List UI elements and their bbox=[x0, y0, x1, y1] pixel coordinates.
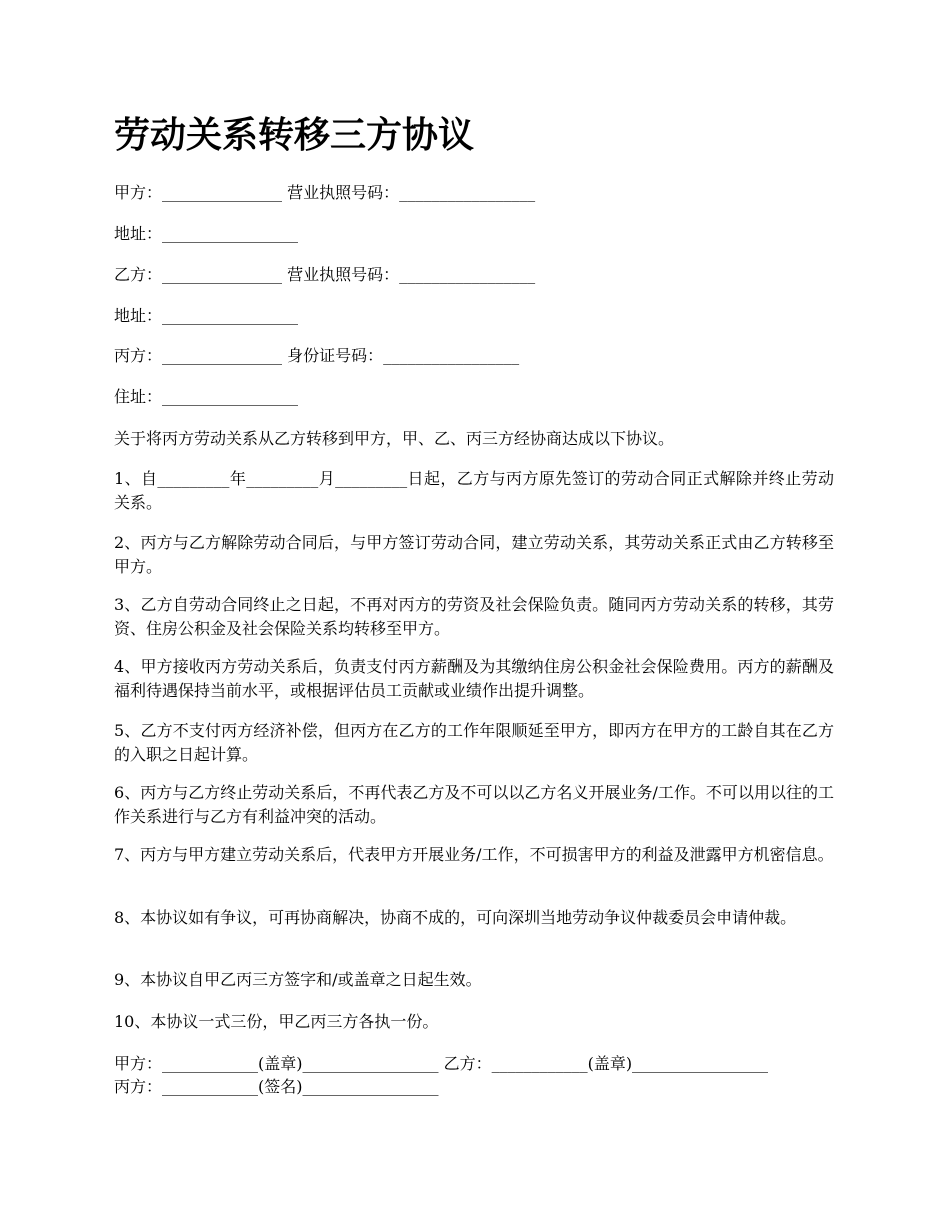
party-b-line: 乙方：_______________ 营业执照号码：_________________ bbox=[114, 265, 536, 284]
clause-8: 8、本协议如有争议，可再协商解决，协商不成的，可向深圳当地劳动争议仲裁委员会申请仲裁。 bbox=[114, 908, 797, 927]
clause-6: 6、丙方与乙方终止劳动关系后，不再代表乙方及不可以以乙方名义开展业务/工作。不可以用以往的工作关系进行与乙方有利益冲突的活动。 bbox=[114, 783, 834, 826]
clause-10: 10、本协议一式三份，甲乙丙三方各执一份。 bbox=[114, 1012, 439, 1031]
clause-1: 1、自_________年_________月_________日起，乙方与丙方原先签订的劳动合同正式解除并终止劳动关系。 bbox=[114, 469, 834, 512]
clause-5: 5、乙方不支付丙方经济补偿，但丙方在乙方的工作年限顺延至甲方，即丙方在甲方的工龄自其在乙方的入职之日起计算。 bbox=[114, 721, 834, 764]
clause-2: 2、丙方与乙方解除劳动合同后，与甲方签订劳动合同，建立劳动关系，其劳动关系正式由乙方转移至甲方。 bbox=[114, 533, 834, 576]
clause-3: 3、乙方自劳动合同终止之日起，不再对丙方的劳资及社会保险负责。随同丙方劳动关系的转移，其劳资、住房公积金及社会保险关系均转移至甲方。 bbox=[114, 595, 834, 638]
party-b-address: 地址：_________________ bbox=[114, 306, 299, 325]
clause-7: 7、丙方与甲方建立劳动关系后，代表甲方开展业务/工作，不可损害甲方的利益及泄露甲方机密信息。 bbox=[114, 845, 834, 864]
party-c-address: 住址：_________________ bbox=[114, 387, 299, 406]
clause-4: 4、甲方接收丙方劳动关系后，负责支付丙方薪酬及为其缴纳住房公积金社会保险费用。丙方的薪酬及福利待遇保持当前水平，或根据评估员工贡献或业绩作出提升调整。 bbox=[114, 657, 834, 700]
party-a-line: 甲方：_______________ 营业执照号码：_________________ bbox=[114, 183, 536, 202]
signature-line-1: 甲方：____________(盖章)_________________ 乙方：____________(盖章)_________________ bbox=[114, 1054, 769, 1073]
party-c-line: 丙方：_______________ 身份证号码：_________________ bbox=[114, 346, 520, 365]
document-title: 劳动关系转移三方协议 bbox=[114, 115, 475, 156]
signature-line-2: 丙方：____________(签名)_________________ bbox=[114, 1077, 439, 1096]
intro-paragraph: 关于将丙方劳动关系从乙方转移到甲方，甲、乙、丙三方经协商达成以下协议。 bbox=[114, 429, 675, 448]
clause-9: 9、本协议自甲乙丙三方签字和/或盖章之日起生效。 bbox=[114, 970, 482, 989]
party-a-address: 地址：_________________ bbox=[114, 224, 299, 243]
